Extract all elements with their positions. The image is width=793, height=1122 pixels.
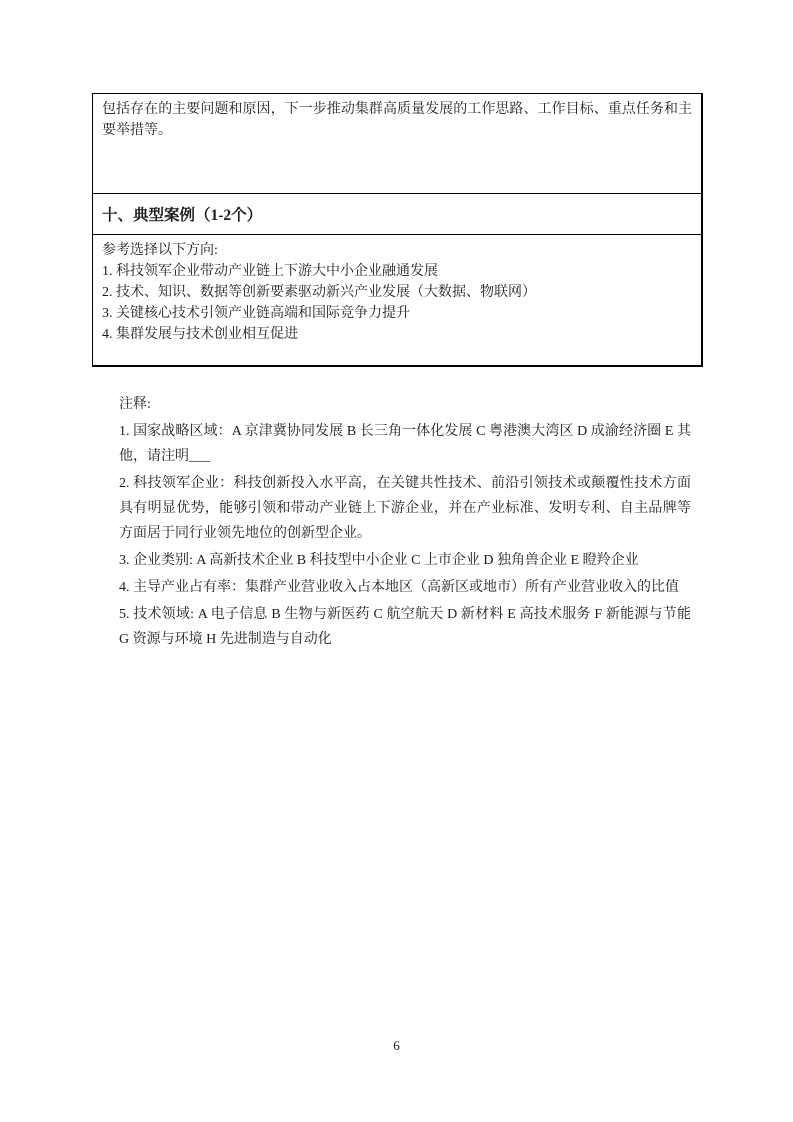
direction-item: 2. 技术、知识、数据等创新要素驱动新兴产业发展（大数据、物联网） xyxy=(102,285,536,300)
section-title-typical-cases: 十、典型案例（1-2个） xyxy=(93,193,701,235)
table-cell-reference-directions xyxy=(93,235,701,365)
note-item-leading-industry-share: 4. 主导产业占有率：集群产业营业收入占本地区（高新区或地市）所有产业营业收入的比值 xyxy=(119,580,679,595)
directions-intro: 参考选择以下方向: xyxy=(102,243,218,258)
note-item-national-strategic-regions: 1. 国家战略区域：A 京津冀协同发展 B 长三角一体化发展 C 粤港澳大湾区 D 成渝经济圈 E 其他，请注明___ xyxy=(119,424,691,464)
form-table xyxy=(92,93,703,367)
notes-title: 注释: xyxy=(119,397,151,412)
direction-item: 4. 集群发展与技术创业相互促进 xyxy=(102,327,298,342)
direction-item: 3. 关键核心技术引领产业链高端和国际竞争力提升 xyxy=(102,306,410,321)
note-item-enterprise-categories: 3. 企业类别: A 高新技术企业 B 科技型中小企业 C 上市企业 D 独角兽企业 E 瞪羚企业 xyxy=(119,553,639,568)
note-item-technology-fields: 5. 技术领域: A 电子信息 B 生物与新医药 C 航空航天 D 新材料 E 高技术服务 F 新能源与节能 G 资源与环境 H 先进制造与自动化 xyxy=(119,607,691,647)
page-number: 6 xyxy=(393,1038,400,1053)
note-item-tech-leading-enterprises: 2. 科技领军企业：科技创新投入水平高，在关键共性技术、前沿引领技术或颠覆性技术方面具有明显优势，能够引领和带动产业链上下游企业，并在产业标准、发明专利、自主品牌等方面居于同行业领先地位的创新型企业。 xyxy=(119,476,691,541)
direction-item: 1. 科技领军企业带动产业链上下游大中小企业融通发展 xyxy=(102,264,438,279)
notes-block xyxy=(119,392,691,654)
table-cell-overview-text: 包括存在的主要问题和原因，下一步推动集群高质量发展的工作思路、工作目标、重点任务和主要举措等。 xyxy=(102,102,692,138)
